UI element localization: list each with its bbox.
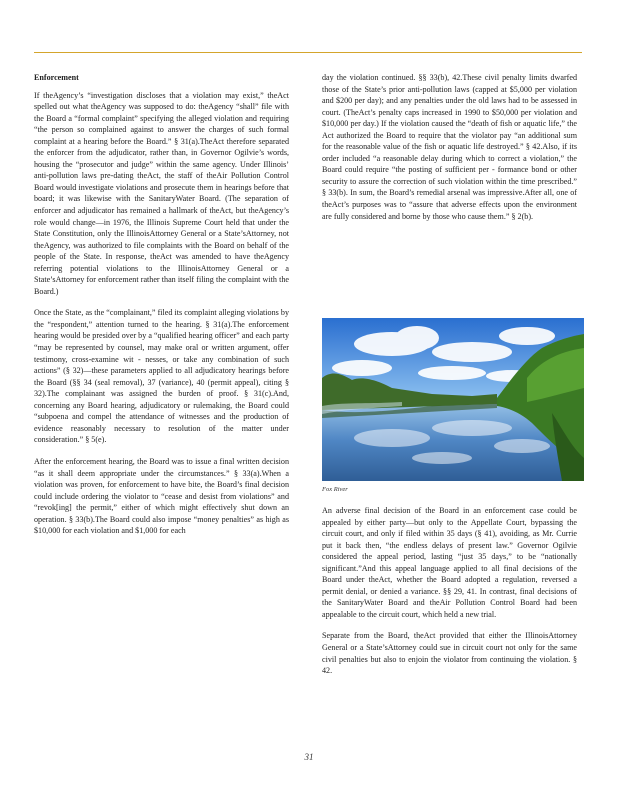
paragraph: Once the State, as the “complainant,” filed its complaint alleging violations by the “respondent,” attention turned to the hearing. § 31(a).The enforcement hearing would be presided over by a “qualified hearing officer” and each party “may be represented by counsel, may make oral or written argument, offer testimony, cross-examine wit - nesses, or take any combination of such actions” (§ 32)—these parameters applied to all adjudicatory hearings before the Board (§§ 34 (seal removal), 37 (variance), 40 (permit appeal), citing § 32).The complainant was assigned the burden of proof. § 31(c).And, concerning any Board hearing, adjudicatory or rulemaking, the Board could “subpoena and compel the attendance of witnesses and the production of evidence reasonably necessary to resolution of the matter under consideration.” § 5(e).: [34, 308, 289, 445]
paragraph: If theAgency’s “investigation discloses that a violation may exist,” theAct spelled out what theAgency was supposed to do: theAgency “shall” file with the Board a “formal complaint” specifying the alleged violation and requiring “the person so complained against to answer the charges of such formal complaint at a hearing before the Board.” § 31(a).TheAct therefore separated the enforcer from the adjudicator, rather than, in Governor Ogilvie’s words, housing the “prosecutor and judge” within the same agency. Under Illinois’ anti-pollution laws pre-dating theAct, the staff of theAir Pollution Control Board would investigate violations and prosecute them in hearings before that board; it was likewise with the SanitaryWater Board. (The separation of enforcer and adjudicator has remained a hallmark of theAct, but theAgency’s role would change—in 1976, the Illinois Supreme Court held that under the State Constitution, only the IllinoisAttorney General or a State’sAttorney, not theAgency, was authorized to file complaints with the Board on behalf of the people of the State. In response, theAct was amended to have theAgency referring potential violations to the IllinoisAttorney General or a State’sAttorney for enforcement rather than itself filing the complaint with the Board.): [34, 90, 289, 296]
right-column-bottom: [322, 505, 577, 687]
section-heading: Enforcement: [34, 73, 79, 82]
right-column-top: [322, 72, 577, 232]
paragraph: Separate from the Board, theAct provided that either the IllinoisAttorney General or a State’sAttorney could sue in circuit court not only for the same civil penalties but also to enjoin the violator from continuing the violation. § 42.: [322, 631, 577, 676]
left-column: [34, 72, 289, 750]
photo-caption: Fox River: [322, 486, 348, 493]
fox-river-photo: [322, 318, 584, 481]
header-rule: [34, 52, 582, 53]
page-number: 31: [304, 752, 314, 762]
paragraph: After the enforcement hearing, the Board was to issue a final written decision “as it shall deem appropriate under the circumstances.” § 33(a).When a violation was proven, for enforcement to have bite, the Board’s final decision could include ordering the violator to “cease and desist from violations” and “revok[ing] the permit,” either of which might effectively shut down an operation. § 33(b).The Board could also impose “money penalties” as high as $10,000 for each violation and $1,000 for each: [34, 456, 289, 536]
paragraph: An adverse final decision of the Board in an enforcement case could be appealed by either party—but only to the Appellate Court, bypassing the circuit court, and only if filed within 35 days (§ 41), avoiding, as Mr. Currie put it back then, “the endless delays of present law.” Governor Ogilvie considered the appeal period, lasting “just 35 days,” to be “nationally significant.”And this appeal language applied to all final decisions of the Board under theAct, whether the Board adopted a regulation, reversed a permit denial, or denied a variance. §§ 29, 41. In contrast, final decisions of the SanitaryWater Board and theAir Pollution Control Board had been appealable to the circuit court, which held a new trial.: [322, 506, 577, 619]
paragraph: day the violation continued. §§ 33(b), 42.These civil penalty limits dwarfed those of the State’s prior anti-pollution laws (capped at $5,000 per violation and $200 per day); and any penalties under the old laws had to be assessed in court. (TheAct’s penalty caps increased in 1990 to $50,000 per violation and $10,000 per day.) If the violation caused the “death of fish or aquatic life,” the Act authorized the Board to require that the violator pay “an additional sum for the reasonable value of the fish or aquatic life destroyed.” § 42.Also, if its order included “a reasonable delay during which to correct a violation,” the Board could require “the posting of sufficient per - formance bond or other security to assure the correction of such violation within the time prescribed.” § 33(b). In sum, the Board’s remedial arsenal was impressive.After all, one of theAct’s purposes was to “assure that adverse effects upon the environment are fully considered and borne by those who cause them.” § 2(b).: [322, 73, 577, 221]
